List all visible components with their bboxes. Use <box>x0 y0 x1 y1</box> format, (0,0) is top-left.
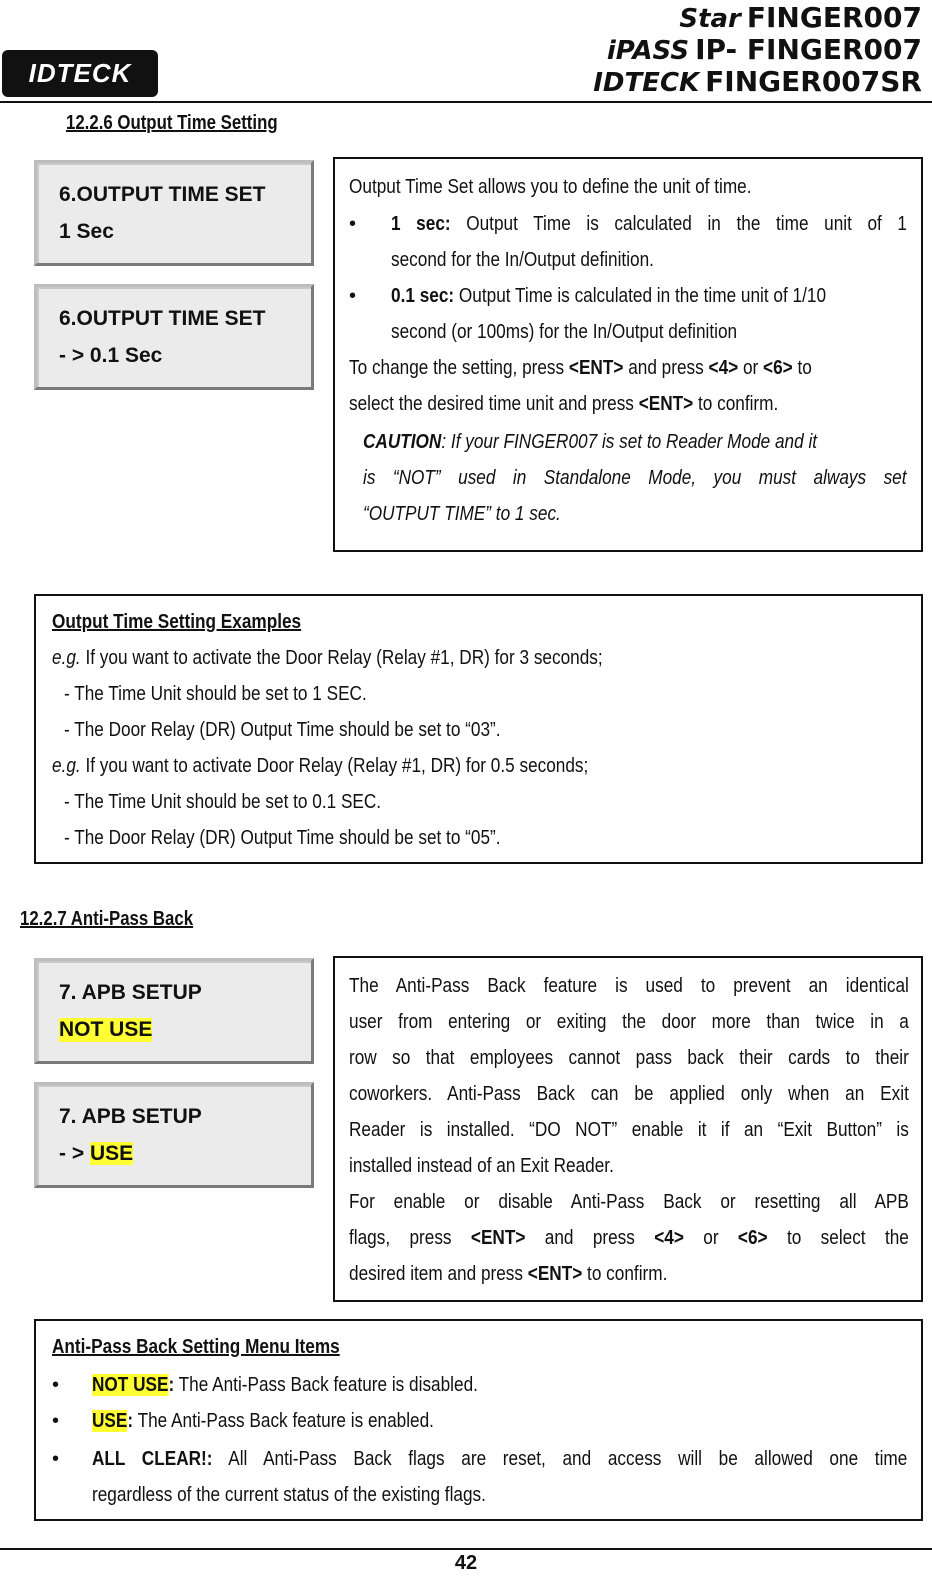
lcd-line1: 6.OUTPUT TIME SET <box>59 183 266 206</box>
apb-desc-line: Reader is installed. “DO NOT” enable it if an “Exit Button” is <box>349 1119 909 1141</box>
desc-bullet-1sec-cont: second for the In/Output definition. <box>391 249 654 271</box>
desc-change-line: To change the setting, press <ENT> and press <4> or <6> to <box>349 357 812 379</box>
lcd-output-time-01sec <box>34 284 314 390</box>
logo-text: IDTECK <box>28 58 132 88</box>
example-1: e.g. If you want to activate the Door Relay (Relay #1, DR) for 3 seconds; <box>52 647 603 669</box>
desc-bullet-01sec-cont: second (or 100ms) for the In/Output definition <box>391 321 738 343</box>
apb-desc-line: coworkers. Anti-Pass Back can be applied only when an Exit <box>349 1083 909 1105</box>
lcd-line2: NOT USE <box>59 1018 153 1041</box>
example-1-unit: - The Time Unit should be set to 1 SEC. <box>64 683 367 705</box>
product-ipass-finger007: iPASS IP- FINGER007 <box>606 33 922 66</box>
example-1-output: - The Door Relay (DR) Output Time should be set to “03”. <box>64 719 501 741</box>
caution-line1: CAUTION: If your FINGER007 is set to Reader Mode and it <box>363 431 818 453</box>
output-time-examples-box <box>34 594 923 864</box>
bullet-dot: • <box>52 1374 60 1396</box>
bullet-dot: • <box>349 213 357 235</box>
desc-select-line: select the desired time unit and press <ENT> to confirm. <box>349 393 779 415</box>
output-time-description-box <box>333 157 923 552</box>
lcd-apb-use <box>34 1082 314 1188</box>
apb-menu-title: Anti-Pass Back Setting Menu Items <box>52 1336 340 1358</box>
bullet-dot: • <box>52 1448 60 1470</box>
examples-title: Output Time Setting Examples <box>52 611 302 633</box>
apb-desc-line: installed instead of an Exit Reader. <box>349 1155 614 1177</box>
page-number: 42 <box>454 1552 478 1574</box>
lcd-line2: - > 0.1 Sec <box>59 344 163 367</box>
lcd-line1: 7. APB SETUP <box>59 1105 202 1128</box>
example-2-output: - The Door Relay (DR) Output Time should be set to “05”. <box>64 827 501 849</box>
apb-menu-all-clear: ALL CLEAR!: All Anti-Pass Back flags are reset, and access will be allowed one time <box>92 1448 908 1470</box>
lcd-line1: 6.OUTPUT TIME SET <box>59 307 266 330</box>
apb-desc-keys-line: flags, press <ENT> and press <4> or <6> to select the <box>349 1227 909 1249</box>
apb-description-box <box>333 956 923 1302</box>
lcd-apb-not-use <box>34 958 314 1064</box>
apb-desc-line: user from entering or exiting the door more than twice in a <box>349 1011 909 1033</box>
caution-line2: is “NOT” used in Standalone Mode, you must always set <box>363 467 907 489</box>
example-2: e.g. If you want to activate Door Relay (Relay #1, DR) for 0.5 seconds; <box>52 755 589 777</box>
idteck-logo <box>2 50 158 97</box>
caution-line3: “OUTPUT TIME” to 1 sec. <box>363 503 561 525</box>
apb-menu-all-clear-cont: regardless of the current status of the existing flags. <box>92 1484 486 1506</box>
apb-menu-not-use: NOT USE: The Anti-Pass Back feature is disabled. <box>92 1374 478 1396</box>
bullet-dot: • <box>349 285 357 307</box>
apb-menu-items-box <box>34 1319 923 1521</box>
apb-desc-confirm-line: desired item and press <ENT> to confirm. <box>349 1263 668 1285</box>
lcd-line2: - > USE <box>59 1142 134 1165</box>
section-title-anti-pass-back: 12.2.7 Anti-Pass Back <box>20 908 194 930</box>
apb-desc-line: The Anti-Pass Back feature is used to prevent an identical <box>349 975 909 997</box>
desc-bullet-1sec: 1 sec: Output Time is calculated in the time unit of 1 <box>391 213 907 235</box>
desc-bullet-01sec: 0.1 sec: Output Time is calculated in the time unit of 1/10 <box>391 285 827 307</box>
apb-desc-line: For enable or disable Anti-Pass Back or resetting all APB <box>349 1191 909 1213</box>
footer-divider <box>0 1548 932 1550</box>
lcd-output-time-1sec <box>34 160 314 266</box>
product-star-finger007: Star FINGER007 <box>679 1 922 34</box>
bullet-dot: • <box>52 1410 60 1432</box>
section-title-output-time: 12.2.6 Output Time Setting <box>66 112 278 134</box>
lcd-line2: 1 Sec <box>59 220 114 243</box>
desc-intro: Output Time Set allows you to define the unit of time. <box>349 176 752 198</box>
product-idteck-finger007sr: IDTECK FINGER007SR <box>593 65 922 98</box>
apb-desc-line: row so that employees cannot pass back their cards to their <box>349 1047 909 1069</box>
example-2-unit: - The Time Unit should be set to 0.1 SEC. <box>64 791 382 813</box>
lcd-line1: 7. APB SETUP <box>59 981 202 1004</box>
apb-menu-use: USE: The Anti-Pass Back feature is enabled. <box>92 1410 434 1432</box>
header-divider <box>0 101 932 103</box>
